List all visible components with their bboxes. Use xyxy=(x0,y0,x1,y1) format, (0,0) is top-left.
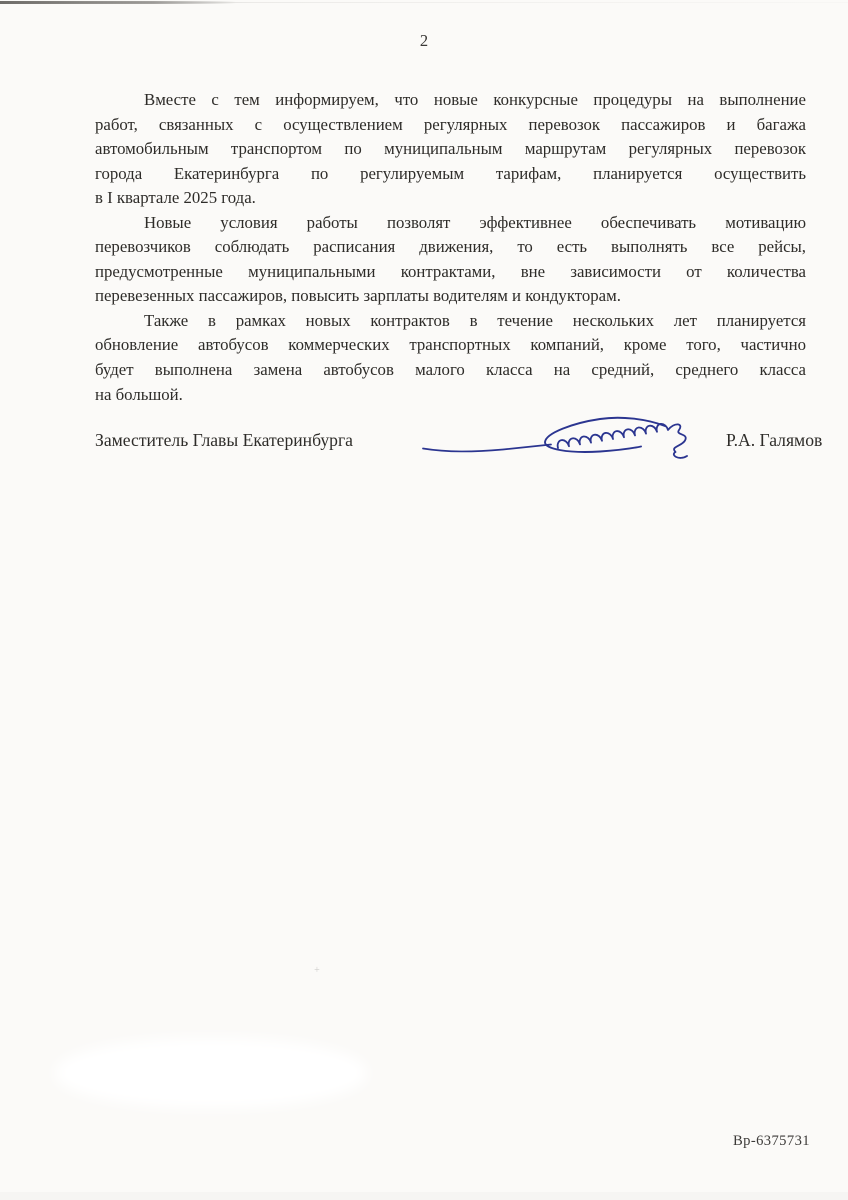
handwritten-signature xyxy=(418,403,718,467)
paragraph xyxy=(95,88,806,211)
signer-name: Р.А. Галямов xyxy=(726,430,823,450)
body-line: будет выполнена замена автобусов малого класса на средний, среднего класса xyxy=(95,360,806,380)
body-line: перевозчиков соблюдать расписания движения, то есть выполнять все рейсы, xyxy=(95,237,806,257)
signature-loops-stroke xyxy=(558,424,687,458)
scan-speck-mark: + xyxy=(314,965,320,976)
body-line: обновление автобусов коммерческих транспортных компаний, кроме того, частично xyxy=(95,335,806,355)
body-line: на большой. xyxy=(95,384,183,404)
page-number: 2 xyxy=(419,31,429,50)
body-line: автомобильным транспортом по муниципальным маршрутам регулярных перевозок xyxy=(95,139,806,159)
body-line: в I квартале 2025 года. xyxy=(95,188,256,208)
body-line: предусмотренные муниципальными контрактами, вне зависимости от количества xyxy=(95,261,806,281)
scan-bottom-shade xyxy=(0,1192,848,1200)
body-line: перевезенных пассажиров, повысить зарплаты водителям и кондукторам. xyxy=(95,286,621,306)
body-line: Также в рамках новых контрактов в течение нескольких лет планируется xyxy=(144,310,806,330)
body-line: Вместе с тем информируем, что новые конкурсные процедуры на выполнение xyxy=(144,90,806,109)
body-line: города Екатеринбурга по регулируемым тарифам, планируется осуществить xyxy=(95,163,806,183)
letter-body xyxy=(95,88,806,407)
document-reference-number: Вр-6375731 xyxy=(733,1133,810,1149)
paragraph xyxy=(95,309,806,407)
signer-title: Заместитель Главы Екатеринбурга xyxy=(95,430,353,450)
signature-tail-stroke xyxy=(423,445,551,452)
scan-edge-artifact-faint xyxy=(0,2,848,3)
scan-smudge-blob xyxy=(55,1038,367,1108)
body-line: Новые условия работы позволят эффективнее обеспечивать мотивацию xyxy=(144,212,806,232)
signature-oval-stroke xyxy=(545,418,665,452)
body-line: работ, связанных с осуществлением регулярных перевозок пассажиров и багажа xyxy=(95,114,806,134)
paragraph xyxy=(95,211,806,309)
